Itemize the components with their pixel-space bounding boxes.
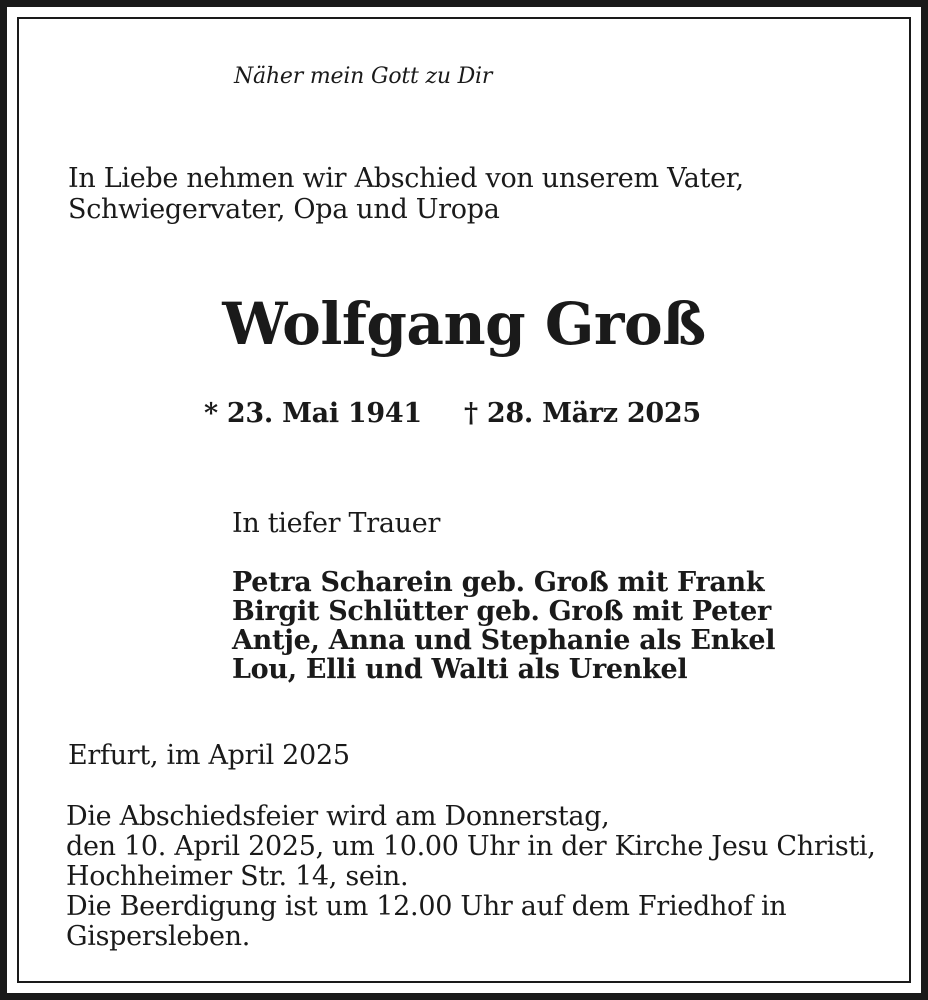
birth-date: * 23. Mai 1941 bbox=[204, 398, 422, 429]
grief-line: In tiefer Trauer bbox=[232, 508, 441, 539]
mourner-entry: Lou, Elli und Walti als Urenkel bbox=[232, 654, 688, 685]
mourner-entry: Birgit Schlütter geb. Groß mit Peter bbox=[232, 596, 771, 627]
service-line: Gispersleben. bbox=[66, 921, 251, 952]
service-line: Die Beerdigung ist um 12.00 Uhr auf dem Friedhof in bbox=[66, 891, 787, 922]
service-line: Hochheimer Str. 14, sein. bbox=[66, 861, 409, 892]
mourner-entry: Antje, Anna und Stephanie als Enkel bbox=[232, 625, 776, 656]
death-date: † 28. März 2025 bbox=[464, 398, 701, 429]
service-line: Die Abschiedsfeier wird am Donnerstag, bbox=[66, 801, 610, 832]
mourners-list bbox=[232, 568, 775, 684]
intro-line: Schwiegervater, Opa und Uropa bbox=[68, 194, 500, 225]
place-date: Erfurt, im April 2025 bbox=[68, 740, 350, 771]
deceased-name: Wolfgang Groß bbox=[222, 290, 706, 358]
intro-line: In Liebe nehmen wir Abschied von unserem Vater, bbox=[68, 163, 744, 194]
mourner-entry: Petra Scharein geb. Groß mit Frank bbox=[232, 567, 765, 598]
service-info bbox=[66, 802, 876, 952]
motto: Näher mein Gott zu Dir bbox=[234, 64, 493, 89]
service-line: den 10. April 2025, um 10.00 Uhr in der Kirche Jesu Christi, bbox=[66, 831, 876, 862]
intro-text bbox=[68, 163, 744, 225]
